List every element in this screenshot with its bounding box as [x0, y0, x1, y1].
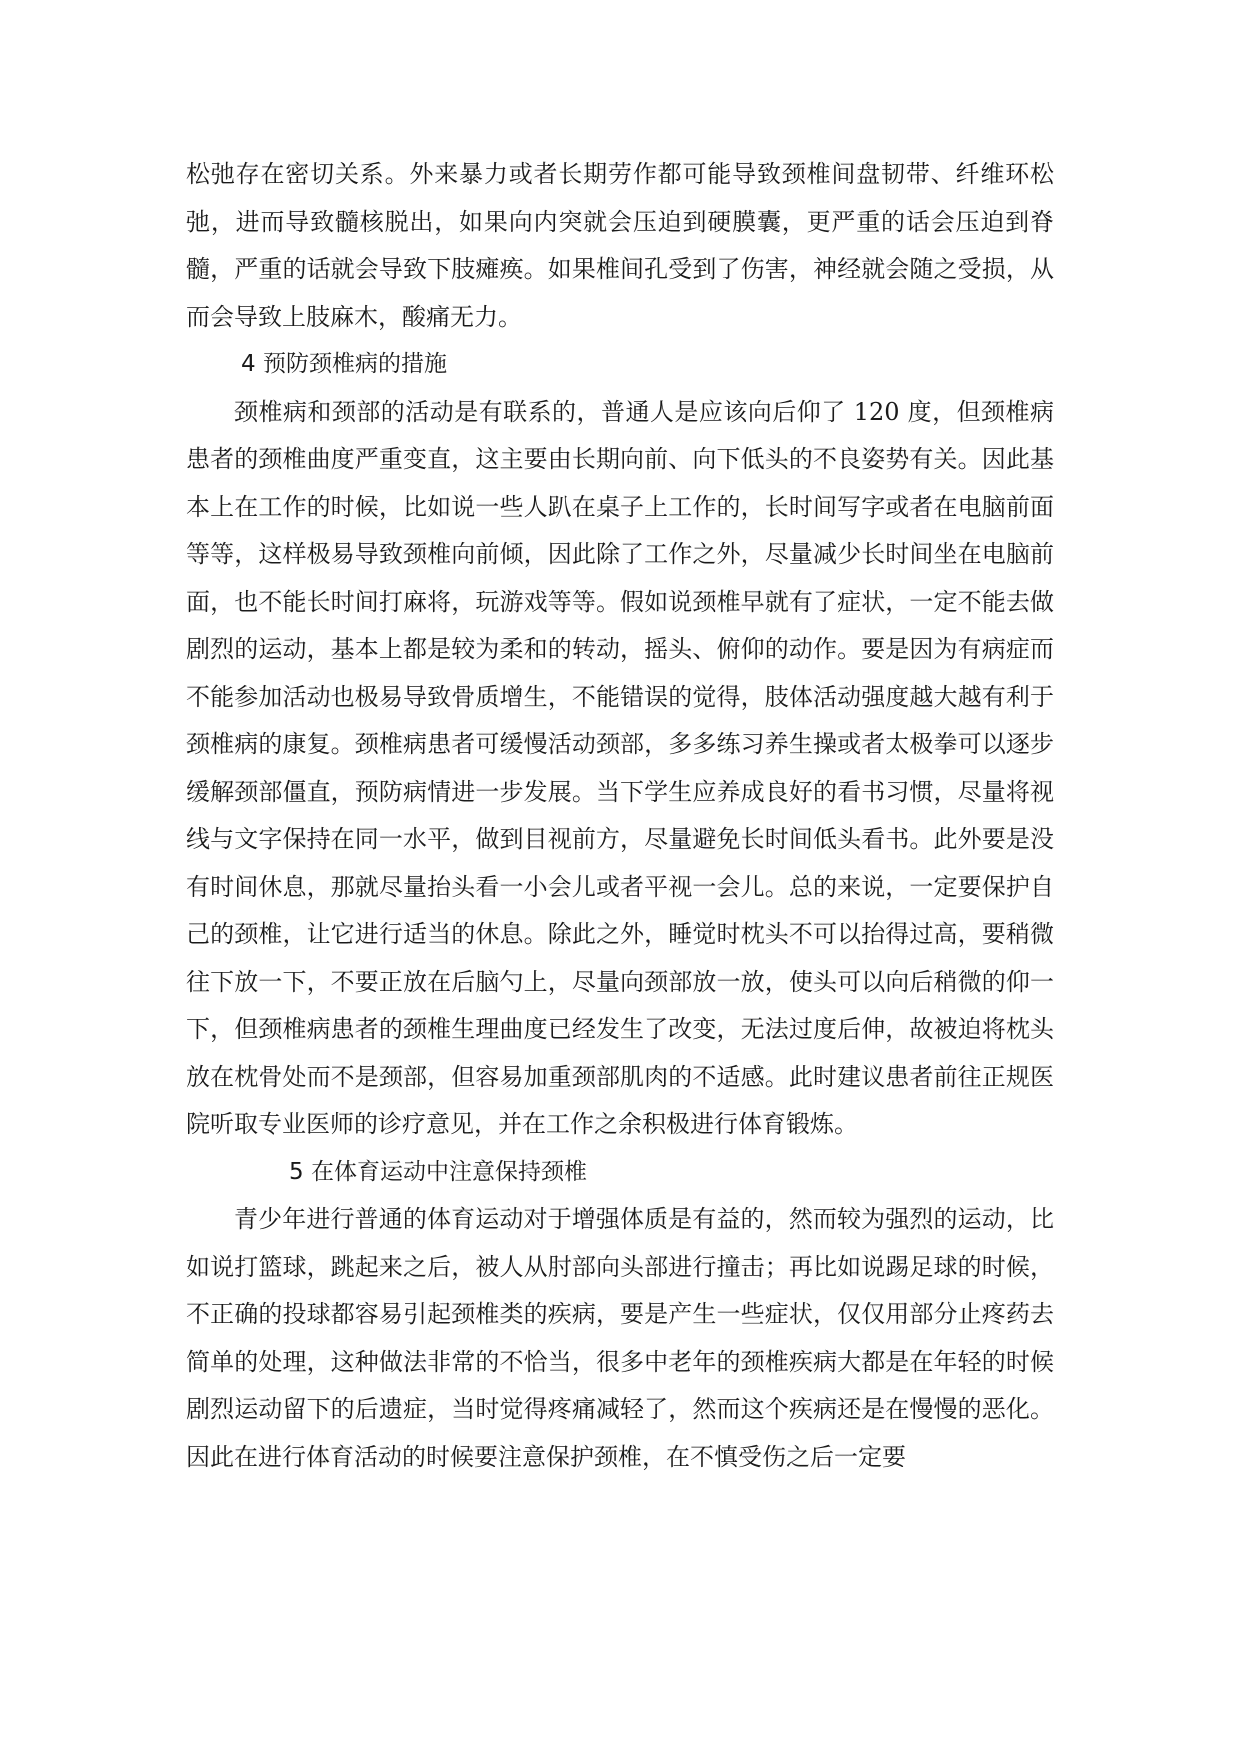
paragraph-sports: 青少年进行普通的体育运动对于增强体质是有益的，然而较为强烈的运动，比如说打篮球，跳起来之后，被人从肘部向头部进行撞击；再比如说踢足球的时候，不正确的投球都容易引起颈椎类的疾病，要是产生一些症状，仅仅用部分止疼药去简单的处理，这种做法非常的不恰当，很多中老年的颈椎疾病大都是在年轻的时候剧烈运动留下的后遗症，当时觉得疼痛减轻了，然而这个疾病还是在慢慢的恶化。因此在进行体育活动的时候要注意保护颈椎，在不慎受伤之后一定要 — [186, 1205, 1054, 1471]
section-heading-5: 5 在体育运动中注意保持颈椎 — [289, 1158, 587, 1185]
document-body — [186, 151, 1054, 1481]
section-heading-4: 4 预防颈椎病的措施 — [241, 351, 447, 377]
paragraph-prevention: 颈椎病和颈部的活动是有联系的，普通人是应该向后仰了 120 度，但颈椎病患者的颈椎曲度严重变直，这主要由长期向前、向下低头的不良姿势有关。因此基本上在工作的时候，比如说一些人趴在桌子上工作的，长时间写字或者在电脑前面等等，这样极易导致颈椎向前倾，因此除了工作之外，尽量减少长时间坐在电脑前面，也不能长时间打麻将，玩游戏等等。假如说颈椎早就有了症状，一定不能去做剧烈的运动，基本上都是较为柔和的转动，摇头、俯仰的动作。要是因为有病症而不能参加活动也极易导致骨质增生，不能错误的觉得，肢体活动强度越大越有利于颈椎病的康复。颈椎病患者可缓慢活动颈部，多多练习养生操或者太极拳可以逐步缓解颈部僵直，预防病情进一步发展。当下学生应养成良好的看书习惯，尽量将视线与文字保持在同一水平，做到目视前方，尽量避免长时间低头看书。此外要是没有时间休息，那就尽量抬头看一小会儿或者平视一会儿。总的来说，一定要保护自己的颈椎，让它进行适当的休息。除此之外，睡觉时枕头不可以抬得过高，要稍微往下放一下，不要正放在后脑勺上，尽量向颈部放一放，使头可以向后稍微的仰一下，但颈椎病患者的颈椎生理曲度已经发生了改变，无法过度后伸，故被迫将枕头放在枕骨处而不是颈部，但容易加重颈部肌肉的不适感。此时建议患者前往正规医院听取专业医师的诊疗意见，并在工作之余积极进行体育锻炼。 — [186, 397, 1054, 1138]
paragraph-continuation: 松弛存在密切关系。外来暴力或者长期劳作都可能导致颈椎间盘韧带、纤维环松弛，进而导致髓核脱出，如果向内突就会压迫到硬膜囊，更严重的话会压迫到脊髓，严重的话就会导致下肢瘫痪。如果椎间孔受到了伤害，神经就会随之受损，从而会导致上肢麻木，酸痛无力。 — [186, 160, 1054, 331]
